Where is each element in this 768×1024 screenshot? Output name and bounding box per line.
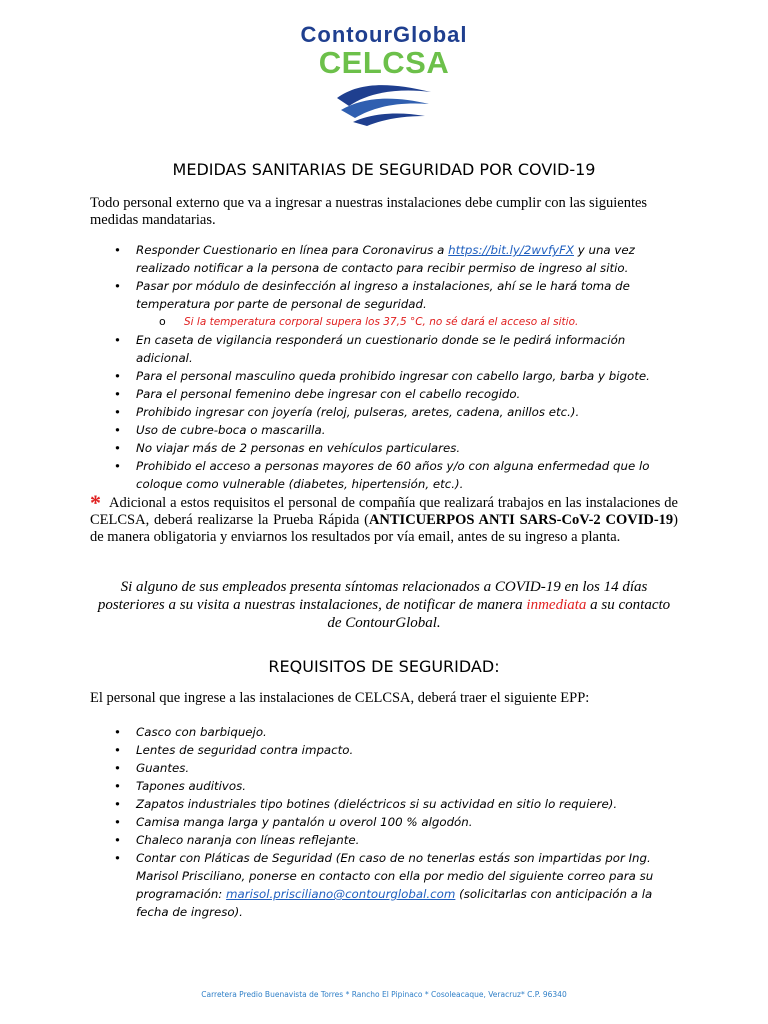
- intro-paragraph: Todo personal externo que va a ingresar a nuestras instalaciones debe cumplir con las siguientes medidas mandatarias.: [90, 195, 648, 228]
- wave-icon: [329, 78, 439, 126]
- immediate-emphasis: inmediata: [526, 597, 587, 613]
- questionnaire-link[interactable]: https://bit.ly/2wvfyFX: [448, 243, 574, 257]
- section-title-security: REQUISITOS DE SEGURIDAD:: [268, 657, 500, 676]
- list-item: • Para el personal masculino queda prohibido ingresar con cabello largo, barba y bigote.: [90, 367, 680, 385]
- page-title: MEDIDAS SANITARIAS DE SEGURIDAD POR COVID-19: [172, 160, 596, 179]
- additional-requirement-note: * Adicional a estos requisitos el personal de compañía que realizará trabajos en las instalaciones de CELCSA, deberá realizarse la Prueba Rápida (ANTICUERPOS ANTI SARS-CoV-2 COVID-19) de manera obligatoria y enviarnos los resultados por vía email, antes de su ingreso a planta.: [90, 490, 678, 545]
- list-item: • Zapatos industriales tipo botines (dieléctricos si su actividad en sitio lo requiere).: [90, 795, 680, 813]
- sanitary-measures-list: [90, 241, 680, 493]
- list-item: • En caseta de vigilancia responderá un cuestionario donde se le pedirá información adicional.: [90, 331, 680, 367]
- list-item: • No viajar más de 2 personas en vehículos particulares.: [90, 439, 680, 457]
- list-item: • Pasar por módulo de desinfección al ingreso a instalaciones, ahí se le hará toma de temperatura por parte de personal de seguridad.: [90, 277, 680, 313]
- list-item: • Contar con Pláticas de Seguridad (En caso de no tenerlas estás son impartidas por Ing. Marisol Prisciliano, ponerse en contacto con ella por medio del siguiente correo para su programación: marisol.prisciliano@contourglobal.com (solicitarlas con anticipación a la fecha de ingreso).: [90, 849, 680, 921]
- epp-list: [90, 723, 680, 921]
- list-item: • Tapones auditivos.: [90, 777, 680, 795]
- list-item: • Camisa manga larga y pantalón u overol 100 % algodón.: [90, 813, 680, 831]
- contact-email-link[interactable]: marisol.prisciliano@contourglobal.com: [226, 887, 456, 901]
- temperature-warning: o Si la temperatura corporal supera los 37,5 °C, no sé dará el acceso al sitio.: [90, 313, 680, 331]
- logo-sub: CELCSA: [318, 45, 450, 80]
- list-item: • Para el personal femenino debe ingresar con el cabello recogido.: [90, 385, 680, 403]
- list-item: • Prohibido el acceso a personas mayores de 60 años y/o con alguna enfermedad que lo coloque como vulnerable (diabetes, hipertensión, etc.).: [90, 457, 680, 493]
- list-item: • Uso de cubre-boca o mascarilla.: [90, 421, 680, 439]
- epp-intro: El personal que ingrese a las instalaciones de CELCSA, deberá traer el siguiente EPP:: [90, 690, 590, 706]
- test-name: ANTICUERPOS ANTI SARS-CoV-2 COVID-19: [368, 512, 674, 528]
- logo-brand: ContourGlobal: [300, 22, 468, 47]
- list-item: • Prohibido ingresar con joyería (reloj, pulseras, aretes, cadena, anillos etc.).: [90, 403, 680, 421]
- footer-address: Carretera Predio Buenavista de Torres * Rancho El Pipinaco * Cosoleacaque, Veracruz* C.P. 96340: [201, 990, 567, 999]
- asterisk-icon: *: [90, 490, 101, 515]
- symptoms-notice: Si alguno de sus empleados presenta síntomas relacionados a COVID-19 en los 14 días posteriores a su visita a nuestras instalaciones, de notificar de manera inmediata a su contacto de ContourGlobal.: [97, 579, 671, 631]
- list-item: • Guantes.: [90, 759, 680, 777]
- list-item: • Responder Cuestionario en línea para Coronavirus a https://bit.ly/2wvfyFX y una vez realizado notificar a la persona de contacto para recibir permiso de ingreso al sitio.: [90, 241, 680, 277]
- list-item: • Chaleco naranja con líneas reflejante.: [90, 831, 680, 849]
- company-logo: [0, 22, 768, 126]
- list-item: • Casco con barbiquejo.: [90, 723, 680, 741]
- list-item: • Lentes de seguridad contra impacto.: [90, 741, 680, 759]
